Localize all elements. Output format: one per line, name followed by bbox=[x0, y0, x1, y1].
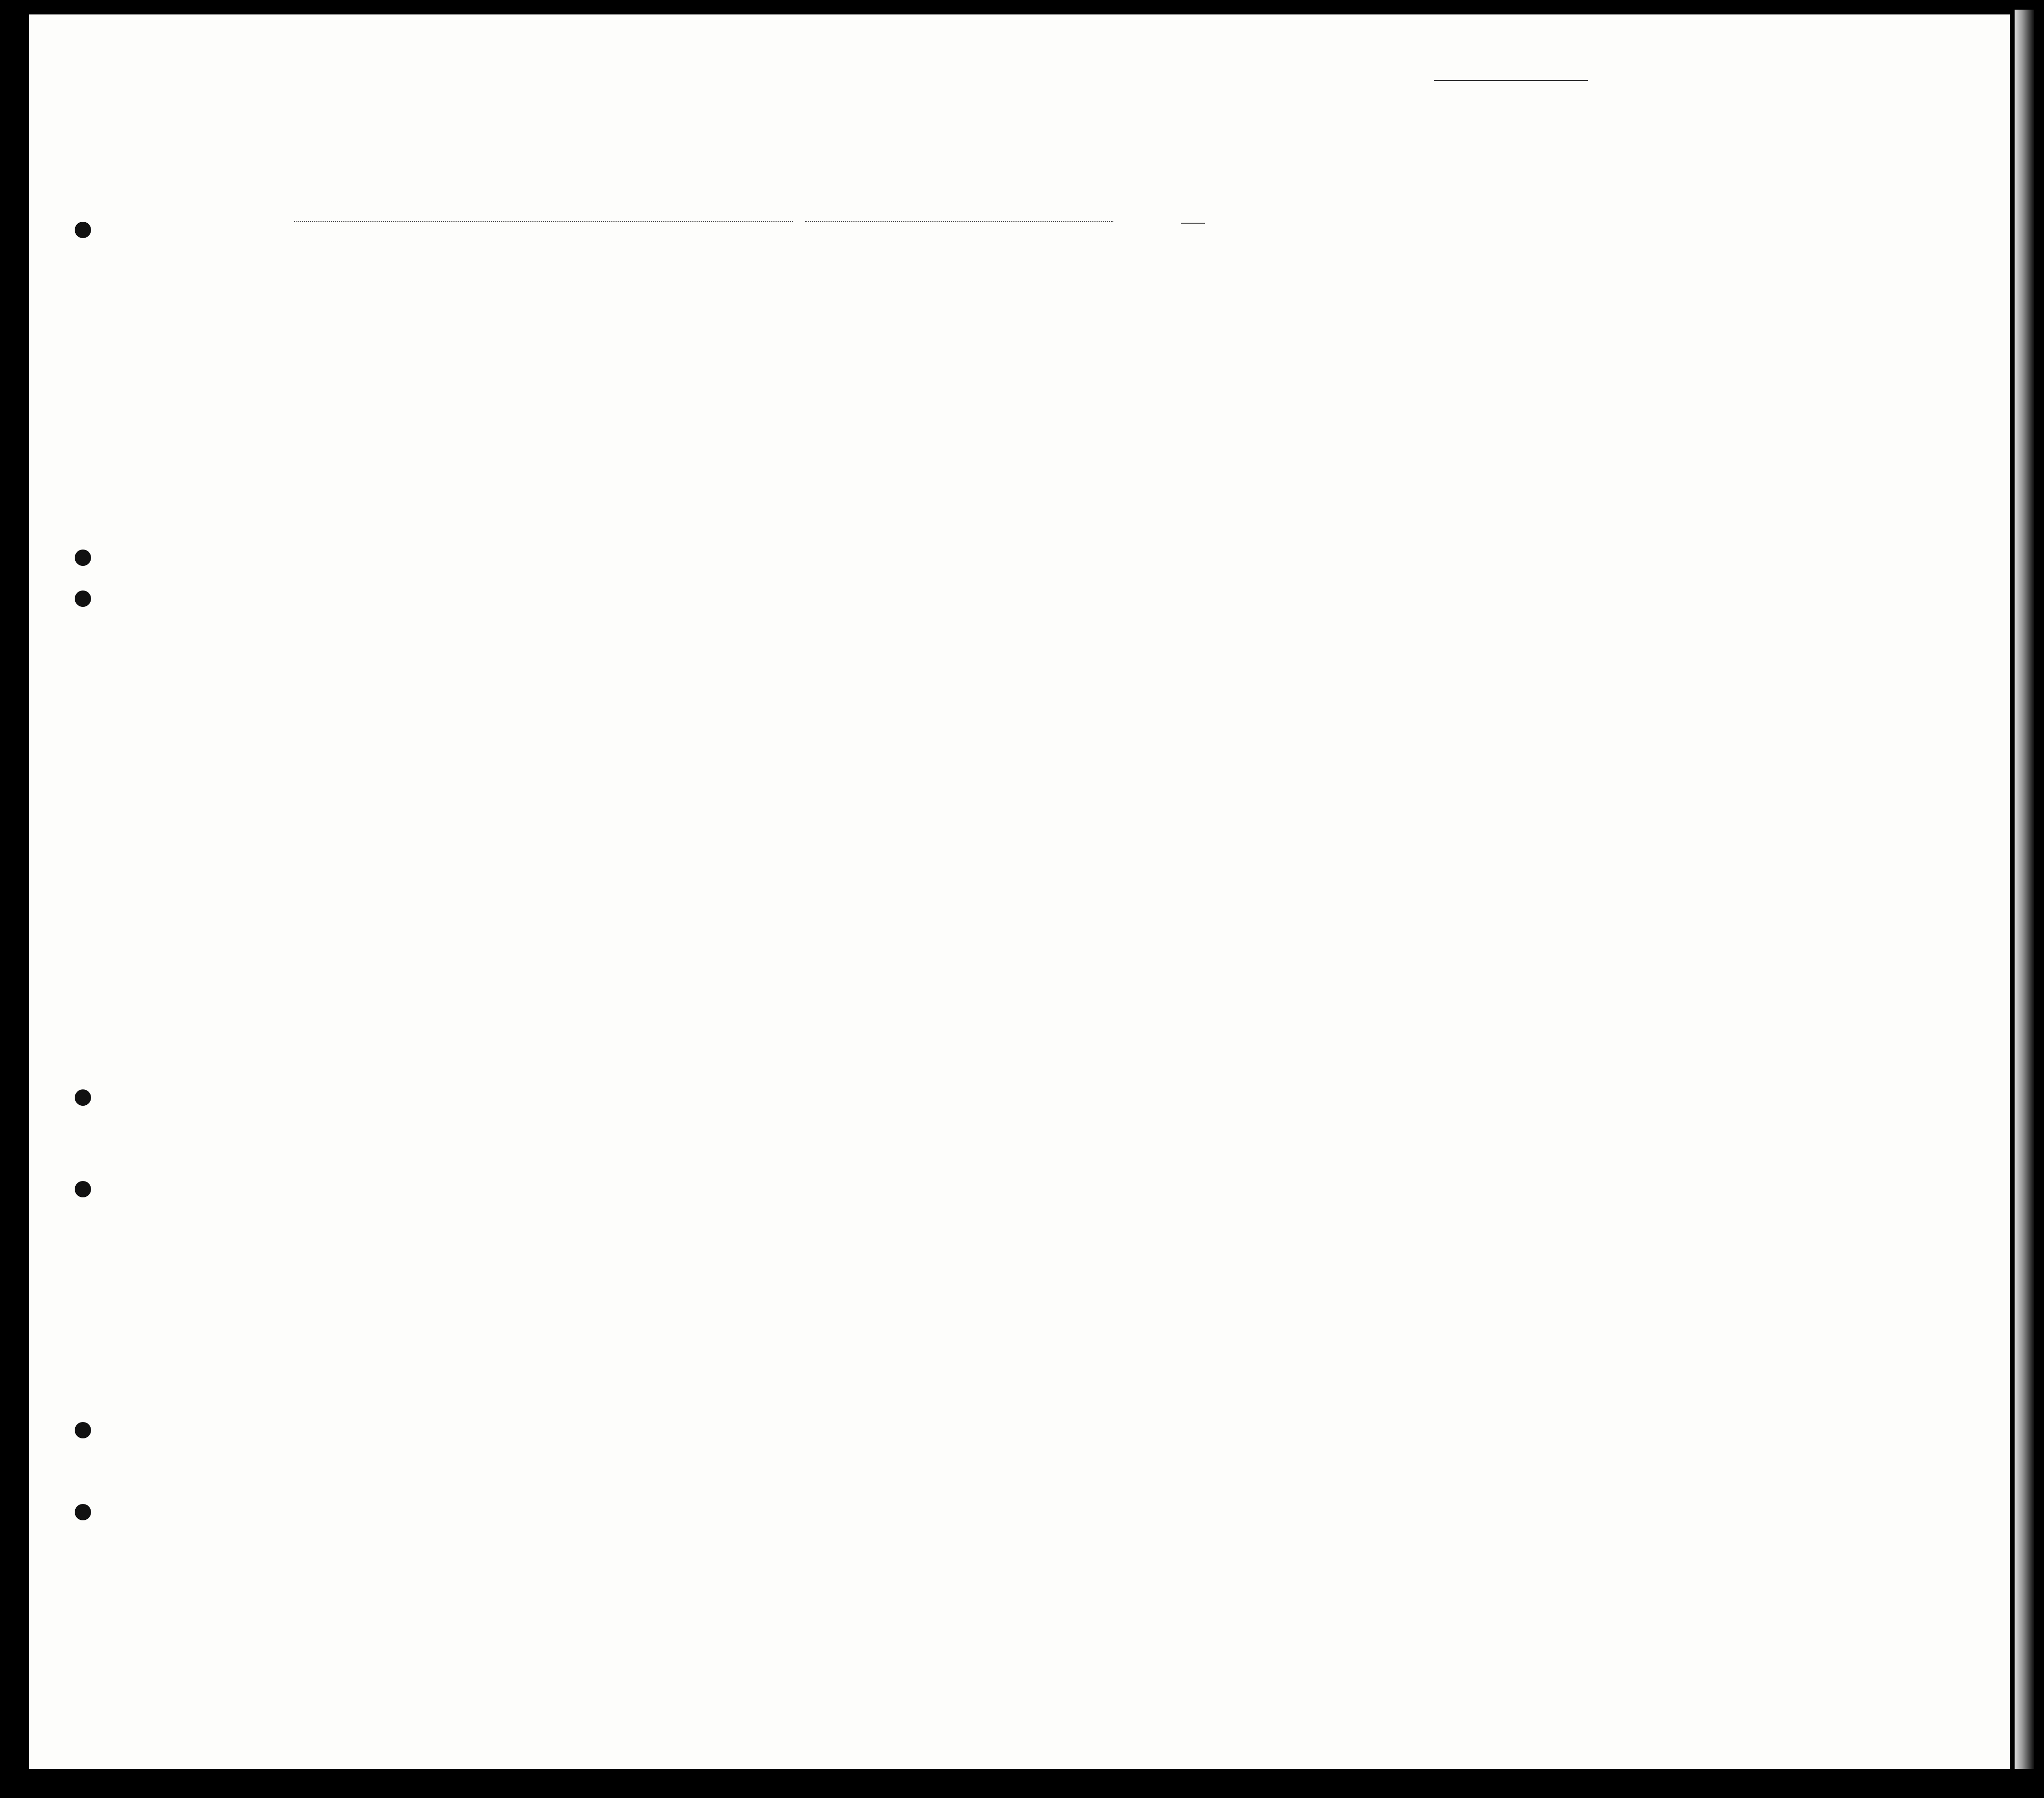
port-line bbox=[294, 221, 793, 222]
list-line bbox=[1434, 80, 1588, 81]
binder-hole bbox=[75, 1422, 91, 1438]
binder-hole bbox=[75, 590, 91, 607]
year-line bbox=[1181, 223, 1205, 224]
date-line bbox=[805, 221, 1113, 222]
binder-hole bbox=[75, 1504, 91, 1520]
binder-hole bbox=[75, 1089, 91, 1106]
binder-hole bbox=[75, 550, 91, 566]
manifest-sheet bbox=[29, 14, 2010, 1769]
binder-hole bbox=[75, 1181, 91, 1197]
page-edge bbox=[2015, 10, 2034, 1769]
binder-hole bbox=[75, 222, 91, 238]
